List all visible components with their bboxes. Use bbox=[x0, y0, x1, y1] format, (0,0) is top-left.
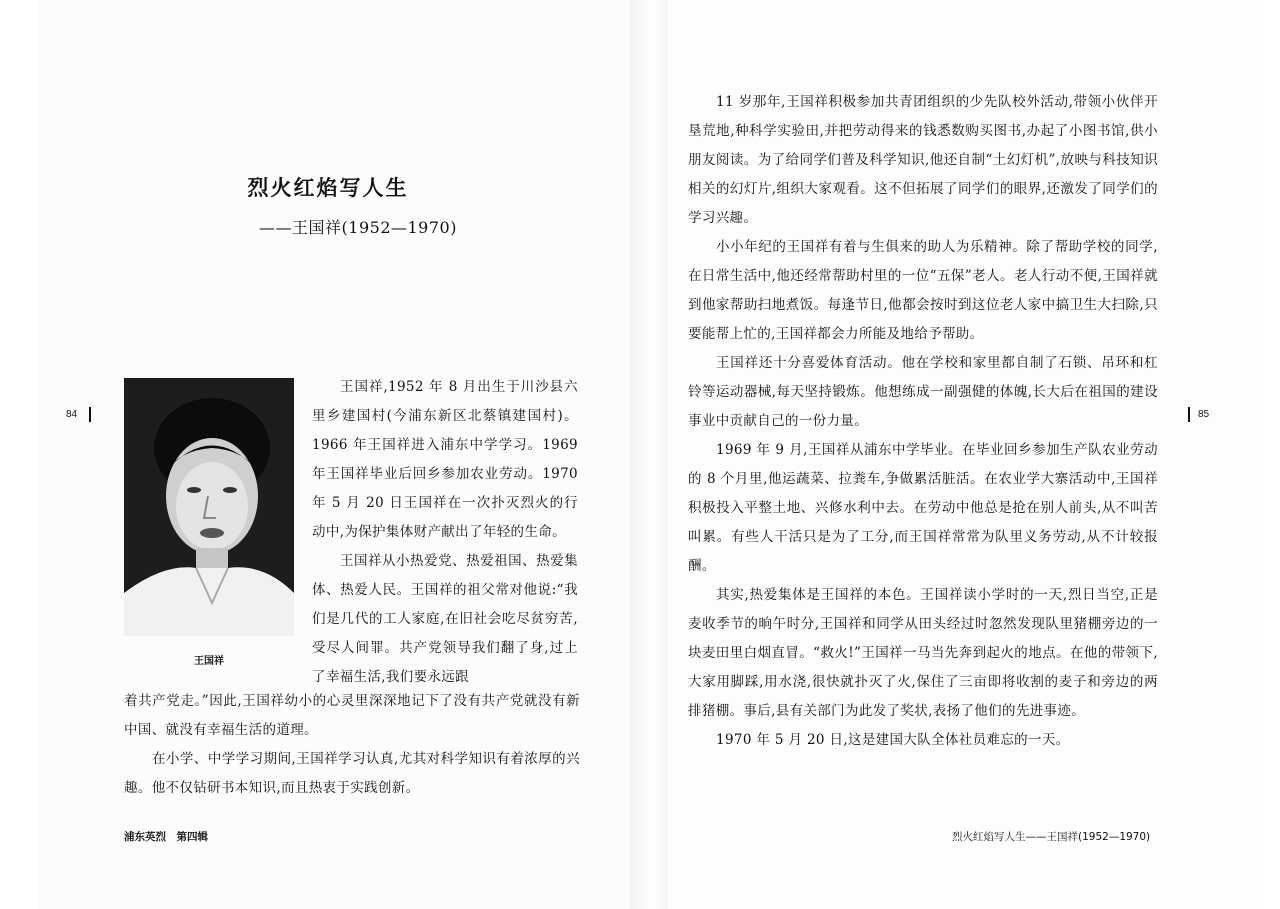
paragraph: 王国祥,1952 年 8 月出生于川沙县六里乡建国村(今浦东新区北蔡镇建国村)。1966 年王国祥进入浦东中学学习。1969 年王国祥毕业后回乡参加农业劳动。1970 年 5 月 20 日王国祥在一次扑灭烈火的行动中,为保护集体财产献出了年轻的生命。 bbox=[312, 379, 578, 540]
paragraph: 1969 年 9 月,王国祥从浦东中学毕业。在毕业回乡参加生产队农业劳动的 8 个月里,他运蔬菜、拉粪车,争做累活脏活。在农业学大寨活动中,王国祥积极投入平整土地、兴修水利中去。在劳动中他总是抢在别人前头,从不叫苦叫累。有些人干活只是为了工分,而王国祥常常为队里义务劳动,从不计较报酬。 bbox=[688, 442, 1158, 574]
body-text bbox=[688, 88, 1158, 755]
right-page bbox=[668, 0, 1258, 909]
article-title: 烈火红焰写人生 bbox=[247, 176, 409, 200]
paragraph: 小小年纪的王国祥有着与生俱来的助人为乐精神。除了帮助学校的同学,在日常生活中,他还经常帮助村里的一位“五保”老人。老人行动不便,王国祥就到他家帮助扫地煮饭。每逢节日,他都会按时到这位老人家中搞卫生大扫除,只要能帮上忙的,王国祥都会力所能及地给予帮助。 bbox=[688, 239, 1158, 342]
paragraph: 在小学、中学学习期间,王国祥学习认真,尤其对科学知识有着浓厚的兴趣。他不仅钻研书本知识,而且热衷于实践创新。 bbox=[124, 751, 580, 796]
running-footer: 浦东英烈 第四辑 bbox=[124, 831, 208, 843]
page-marker bbox=[1188, 407, 1190, 422]
body-text bbox=[124, 687, 580, 803]
page-number: 84 bbox=[66, 409, 78, 420]
page-marker bbox=[89, 407, 91, 422]
portrait-figure bbox=[124, 378, 294, 667]
intro-text bbox=[312, 373, 578, 692]
paragraph: 王国祥还十分喜爱体育活动。他在学校和家里都自制了石锁、吊环和杠铃等运动器械,每天坚持锻炼。他想练成一副强健的体魄,长大后在祖国的建设事业中贡献自己的一份力量。 bbox=[688, 355, 1158, 429]
paragraph: 王国祥从小热爱党、热爱祖国、热爱集体、热爱人民。王国祥的祖父常对他说:“我们是几代的工人家庭,在旧社会吃尽贫穷苦,受尽人间罪。共产党领导我们翻了身,过上了幸福生活,我们要永远跟 bbox=[312, 553, 578, 685]
article-subtitle: ——王国祥(1952—1970) bbox=[259, 218, 457, 237]
portrait-photo bbox=[124, 378, 294, 636]
paragraph: 11 岁那年,王国祥积极参加共青团组织的少先队校外活动,带领小伙伴开垦荒地,种科学实验田,并把劳动得来的钱悉数购买图书,办起了小图书馆,供小朋友阅读。为了给同学们普及科学知识,他还自制“土幻灯机”,放映与科技知识相关的幻灯片,组织大家观看。这不但拓展了同学们的眼界,还激发了同学们的学习兴趣。 bbox=[688, 94, 1158, 226]
running-footer: 烈火红焰写人生——王国祥(1952—1970) bbox=[952, 831, 1151, 843]
left-page bbox=[38, 0, 630, 909]
page-number: 85 bbox=[1198, 409, 1210, 420]
paragraph: 其实,热爱集体是王国祥的本色。王国祥读小学时的一天,烈日当空,正是麦收季节的晌午时分,王国祥和同学从田头经过时忽然发现队里猪棚旁边的一块麦田里白烟直冒。“救火!”王国祥一马当先奔到起火的地点。在他的带领下,大家用脚踩,用水浇,很快就扑灭了火,保住了三亩即将收割的麦子和旁边的两排猪棚。事后,县有关部门为此发了奖状,表扬了他们的先进事迹。 bbox=[688, 587, 1158, 719]
photo-caption: 王国祥 bbox=[194, 656, 224, 667]
portrait-illustration bbox=[124, 378, 294, 636]
book-gutter bbox=[630, 0, 668, 909]
paragraph: 着共产党走。”因此,王国祥幼小的心灵里深深地记下了没有共产党就没有新中国、就没有幸福生活的道理。 bbox=[124, 693, 580, 738]
paragraph: 1970 年 5 月 20 日,这是建国大队全体社员难忘的一天。 bbox=[716, 732, 1070, 748]
